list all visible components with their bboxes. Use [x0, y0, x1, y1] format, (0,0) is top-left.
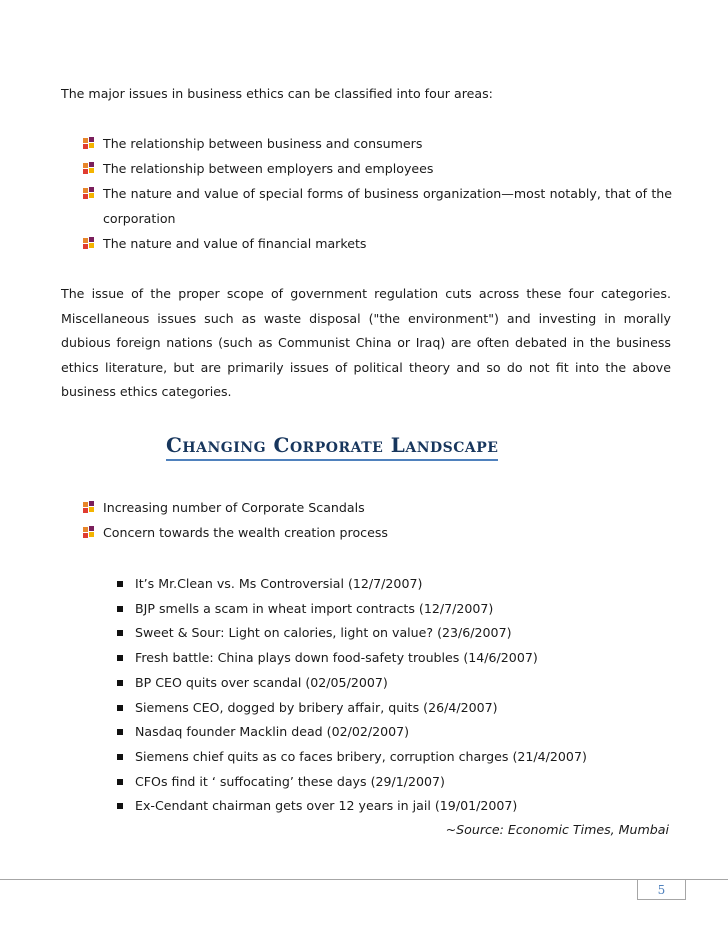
headline-item — [117, 597, 677, 622]
square-bullet-icon — [117, 606, 123, 612]
square-bullet-icon — [117, 729, 123, 735]
list-item — [80, 231, 672, 256]
headline-item — [117, 794, 677, 819]
source-citation: ~Source: Economic Times, Mumbai — [445, 822, 669, 837]
ethics-areas-list — [80, 131, 672, 256]
windows-flag-icon — [82, 137, 96, 150]
list-item-text: The nature and value of financial markets — [103, 236, 367, 251]
square-bullet-icon — [117, 680, 123, 686]
body-paragraph: The issue of the proper scope of government regulation cuts across these four categories. Miscellaneous issues such as waste disposal ("the environment") and investing in morally dubious foreign nations (such as Communist China or Iraq) are often debated in the business ethics literature, but are primarily issues of political theory and so do not fit into the above business ethics categories. — [61, 286, 671, 400]
headline-text: Siemens CEO, dogged by bribery affair, quits (26/4/2007) — [135, 699, 498, 715]
list-item-text: Increasing number of Corporate Scandals — [103, 500, 365, 515]
windows-flag-icon — [82, 526, 96, 539]
landscape-points-list — [80, 495, 672, 545]
headline-item — [117, 621, 677, 646]
headline-text: CFOs find it ‘ suffocating’ these days (29/1/2007) — [135, 773, 445, 789]
square-bullet-icon — [117, 754, 123, 760]
windows-flag-icon — [82, 187, 96, 200]
list-item-text: The relationship between business and consumers — [103, 136, 423, 151]
square-bullet-icon — [117, 779, 123, 785]
headline-item — [117, 572, 677, 597]
headline-item — [117, 646, 677, 671]
headline-text: Fresh battle: China plays down food-safety troubles (14/6/2007) — [135, 650, 538, 666]
headline-item — [117, 696, 677, 721]
square-bullet-icon — [117, 655, 123, 661]
list-item-text: The nature and value of special forms of business organization—most notably, that of the corporation — [103, 186, 672, 226]
square-bullet-icon — [117, 803, 123, 809]
page-number-box — [637, 879, 686, 900]
windows-flag-icon — [82, 237, 96, 250]
list-item — [80, 156, 672, 181]
square-bullet-icon — [117, 630, 123, 636]
section-heading: Changing Corporate Landscape — [166, 433, 498, 461]
list-item — [80, 181, 672, 231]
list-item — [80, 495, 672, 520]
windows-flag-icon — [82, 162, 96, 175]
square-bullet-icon — [117, 705, 123, 711]
headline-item — [117, 720, 677, 745]
headline-text: BP CEO quits over scandal (02/05/2007) — [135, 674, 388, 690]
footer-rule — [0, 879, 728, 880]
list-item-text: The relationship between employers and employees — [103, 161, 434, 176]
list-item — [80, 131, 672, 156]
list-item — [80, 520, 672, 545]
headlines-list — [117, 572, 677, 819]
square-bullet-icon — [117, 581, 123, 587]
headline-item — [117, 770, 677, 795]
headline-text: BJP smells a scam in wheat import contracts (12/7/2007) — [135, 600, 494, 616]
headline-text: Sweet & Sour: Light on calories, light on value? (23/6/2007) — [135, 625, 512, 641]
headline-text: Ex-Cendant chairman gets over 12 years in jail (19/01/2007) — [135, 798, 518, 814]
headline-text: Siemens chief quits as co faces bribery, corruption charges (21/4/2007) — [135, 748, 587, 764]
headline-item — [117, 745, 677, 770]
page-number: 5 — [657, 883, 666, 897]
intro-text: The major issues in business ethics can be classified into four areas: — [61, 86, 493, 101]
headline-text: Nasdaq founder Macklin dead (02/02/2007) — [135, 724, 410, 740]
windows-flag-icon — [82, 501, 96, 514]
list-item-text: Concern towards the wealth creation process — [103, 525, 388, 540]
headline-text: It’s Mr.Clean vs. Ms Controversial (12/7/2007) — [135, 576, 423, 591]
headline-item — [117, 671, 677, 696]
